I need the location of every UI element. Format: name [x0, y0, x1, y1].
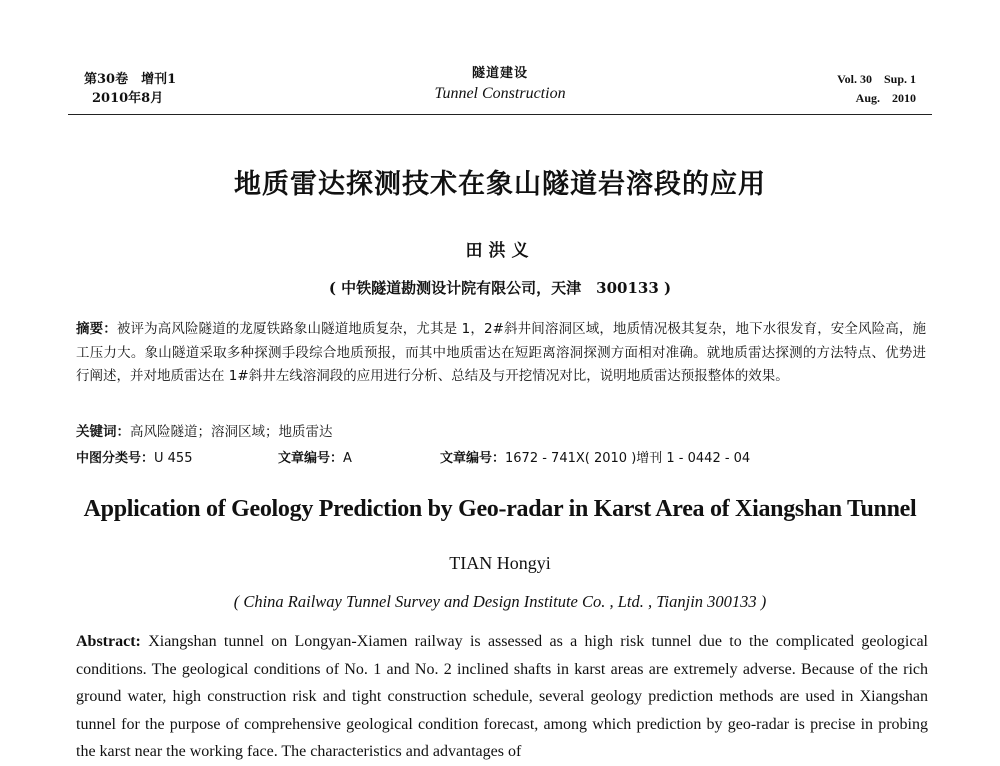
article-number-label: 文章编号：: [440, 451, 506, 466]
abstract-en: [76, 628, 928, 766]
paper-title-cn: 地质雷达探测技术在象山隧道岩溶段的应用: [234, 169, 766, 200]
article-number-value: 1672 - 741X( 2010 )增刊 1 - 0442 - 04: [505, 451, 751, 466]
clc-value: U 455: [154, 451, 193, 466]
journal-issue-info: [837, 70, 916, 108]
journal-name-en: Tunnel Construction: [434, 85, 566, 102]
abstract-label-en: Abstract:: [76, 633, 141, 650]
abstract-text-cn: 被评为高风险隧道的龙厦铁路象山隧道地质复杂，尤其是 1，2#斜井间溶洞区域，地质情况极其复杂，地下水很发育，安全风险高，施工压力大。象山隧道采取多种探测手段综合地质预报，而其中地质雷达在短距离溶洞探测方面相对准确。就地质雷达探测的方法特点、优势进行阐述，并对地质雷达在 1#斜井左线溶洞段的应用进行分析、总结及与开挖情况对比，说明地质雷达预报整体的效果。: [76, 321, 927, 384]
clc-label: 中图分类号：: [76, 451, 155, 466]
abstract-cn: [76, 318, 926, 389]
author-cn: 田洪义: [465, 241, 535, 261]
clc-number: [76, 447, 192, 466]
document-code-value: A: [343, 451, 352, 466]
abstract-label-cn: 摘要：: [76, 321, 117, 337]
affiliation-en: [0, 592, 1000, 612]
keywords-cn: [76, 420, 333, 440]
date-en: Aug. 2010: [855, 91, 916, 105]
journal-name-cn: 隧道建设: [471, 66, 528, 81]
volume-en: Vol. 30 Sup. 1: [837, 72, 916, 86]
header-rule: [68, 114, 932, 115]
keywords-text-cn: 高风险隧道；溶洞区域；地质雷达: [130, 424, 333, 440]
affiliation-en-text: ( China Railway Tunnel Survey and Design Institute Co. , Ltd. , Tianjin 300133 ): [233, 592, 767, 611]
document-code: [278, 447, 352, 466]
date-cn: 2010年8月: [92, 91, 164, 106]
volume-cn: 第30卷 增刊1: [84, 72, 177, 87]
abstract-text-en: Xiangshan tunnel on Longyan-Xiamen railway is assessed as a high risk tunnel due to the complicated geological conditions. The geological conditions of No. 1 and No. 2 inclined shafts in karst areas are extremely adverse. Because of the rich ground water, high construction risk and tight construction schedule, several geology prediction methods are used in Xiangshan tunnel for the purpose of comprehensive geological condition forecast, among which prediction by geo-radar is precise in probing the karst near the working face. The characteristics and advantages of: [76, 633, 929, 760]
affiliation-cn: ( 中铁隧道勘测设计院有限公司，天津 300133 ): [328, 279, 672, 297]
document-code-label: 文章编号：: [278, 451, 344, 466]
keywords-label-cn: 关键词：: [76, 424, 130, 440]
paper-title-en: Application of Geology Prediction by Geo-radar in Karst Area of Xiangshan Tunnel: [83, 496, 917, 522]
author-en: TIAN Hongyi: [449, 553, 551, 573]
article-number: [440, 447, 750, 466]
